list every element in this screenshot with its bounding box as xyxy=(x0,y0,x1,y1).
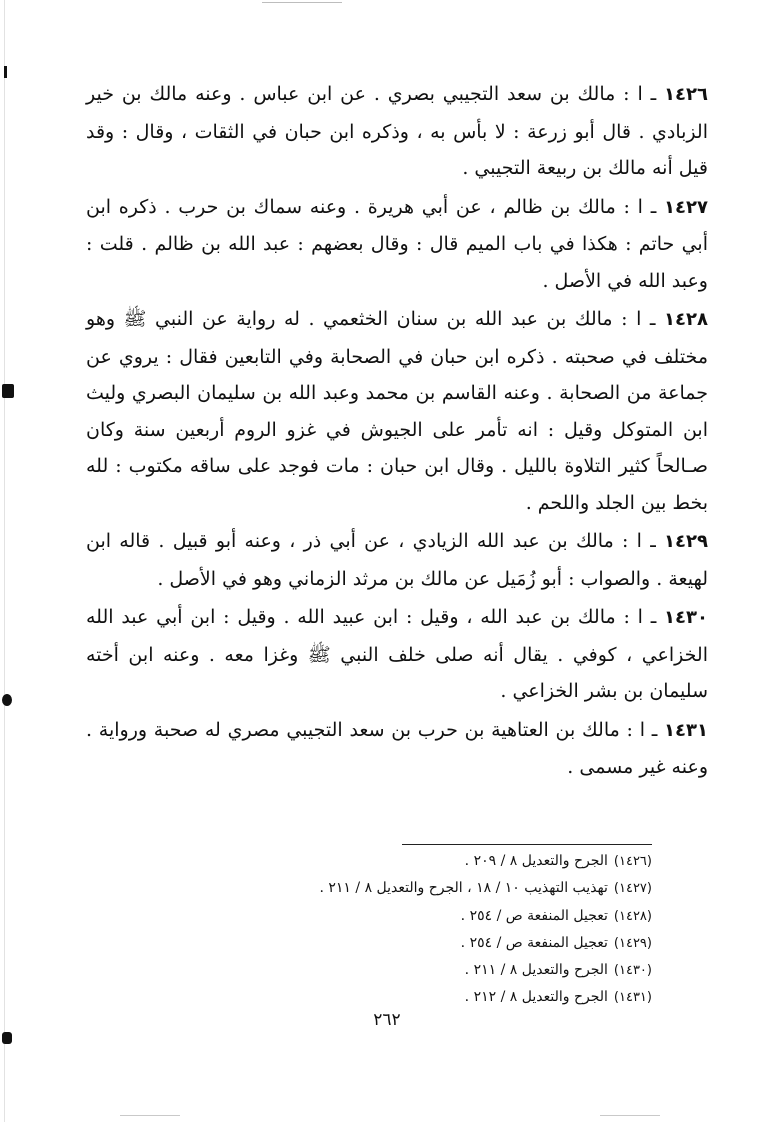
footnote-text: الجرح والتعديل ٨ / ٢١١ . xyxy=(464,962,608,979)
bottom-rule-left xyxy=(120,1115,180,1116)
footnote-number: (١٤٢٧) xyxy=(613,881,652,897)
footnote-number: (١٤٢٩) xyxy=(613,935,652,951)
entry-text: ـ ا : مالك بن سعد التجيبي بصري . عن ابن عباس . وعنه مالك بن خير الزبادي . قال أبو زرعة : لا بأس به ، وذكره ابن حبان في الثقات ، وقال : وقد قيل أنه مالك بن ربيعة التجيبي . xyxy=(86,83,708,179)
entry-1431 xyxy=(86,712,708,786)
entry-text: ـ ا : مالك بن العتاهية بن حرب بن سعد التجيبي مصري له صحبة ورواية . وعنه غير مسمى . xyxy=(86,718,708,778)
footnotes-list xyxy=(240,848,652,1012)
footnote-text: تعجيل المنفعة ص / ٢٥٤ . xyxy=(460,934,608,951)
footnote-number: (١٤٣٠) xyxy=(613,963,652,979)
footnote-item xyxy=(240,903,652,930)
entry-number: ١٤٢٧ xyxy=(664,196,708,218)
main-text xyxy=(86,76,708,788)
scan-mark xyxy=(2,384,14,398)
footnote-number: (١٤٢٨) xyxy=(613,908,652,924)
entry-1427 xyxy=(86,189,708,300)
scan-mark xyxy=(2,694,12,706)
entry-number: ١٤٣١ xyxy=(664,719,708,741)
scan-mark xyxy=(4,66,7,78)
entry-number: ١٤٢٦ xyxy=(664,84,708,105)
entry-text: ـ ا : مالك بن عبد الله الزيادي ، عن أبي ذر ، وعنه أبو قبيل . قاله ابن لهيعة . والصواب : أبو زُمَيل عن مالك بن مرثد الزماني وهو في الأصل . xyxy=(86,530,708,590)
footnote-text: الجرح والتعديل ٨ / ٢٠٩ . xyxy=(464,853,608,869)
footnote-divider xyxy=(402,844,652,845)
page-edge xyxy=(4,0,5,1122)
entry-1429 xyxy=(86,523,708,597)
entry-number: ١٤٣٠ xyxy=(664,607,708,628)
footnote-item xyxy=(240,848,652,875)
entry-1426 xyxy=(86,76,708,187)
entry-1428 xyxy=(86,301,708,521)
footnote-number: (١٤٣١) xyxy=(613,990,652,1006)
footnote-item xyxy=(240,957,652,984)
scan-mark xyxy=(2,1032,12,1044)
entry-number: ١٤٢٩ xyxy=(664,531,708,552)
entry-text: ـ ا : مالك بن عبد الله بن سنان الخثعمي . له رواية عن النبي ﷺ وهو مختلف في صحبته . ذكره ابن حبان في الصحابة وفي التابعين فقال : يروي عن جماعة من الصحابة . وعنه القاسم بن محمد وعبد الله بن سليمان البصري وليث ابن المتوكل وقيل : انه تأمر على الجيوش في غزو الروم أربعين سنة وكان صـالحاً كثير التلاوة بالليل . وقال ابن حبان : مات فوجد على ساقه مكتوب : لله بخط بين الجلد واللحم . xyxy=(86,308,708,514)
bottom-rule-right xyxy=(600,1115,660,1116)
footnote-item xyxy=(240,984,652,1011)
entry-1430 xyxy=(86,599,708,710)
entry-text: ـ ا : مالك بن ظالم ، عن أبي هريرة . وعنه سماك بن حرب . ذكره ابن أبي حاتم : هكذا في باب الميم قال : وقال بعضهم : عبد الله بن ظالم . قلت : وعبد الله في الأصل . xyxy=(86,195,708,292)
page-number: ٢٦٢ xyxy=(373,1010,401,1030)
entry-number: ١٤٢٨ xyxy=(664,309,708,330)
entry-text: ـ ا : مالك بن عبد الله ، وقيل : ابن عبيد الله . وقيل : ابن أبي عبد الله الخزاعي ، كوفي . يقال أنه صلى خلف النبي ﷺ وغزا معه . وعنه ابن أخته سليمان بن بشر الخزاعي . xyxy=(86,606,708,702)
footnote-text: تهذيب التهذيب ١٠ / ١٨ ، الجرح والتعديل ٨ / ٢١١ . xyxy=(319,880,608,897)
footnote-number: (١٤٢٦) xyxy=(613,854,652,869)
footnote-item xyxy=(240,875,652,902)
footnote-text: تعجيل المنفعة ص / ٢٥٤ . xyxy=(460,907,608,924)
footnote-item xyxy=(240,930,652,957)
footnote-text: الجرح والتعديل ٨ / ٢١٢ . xyxy=(464,989,608,1006)
top-rule xyxy=(262,2,342,3)
